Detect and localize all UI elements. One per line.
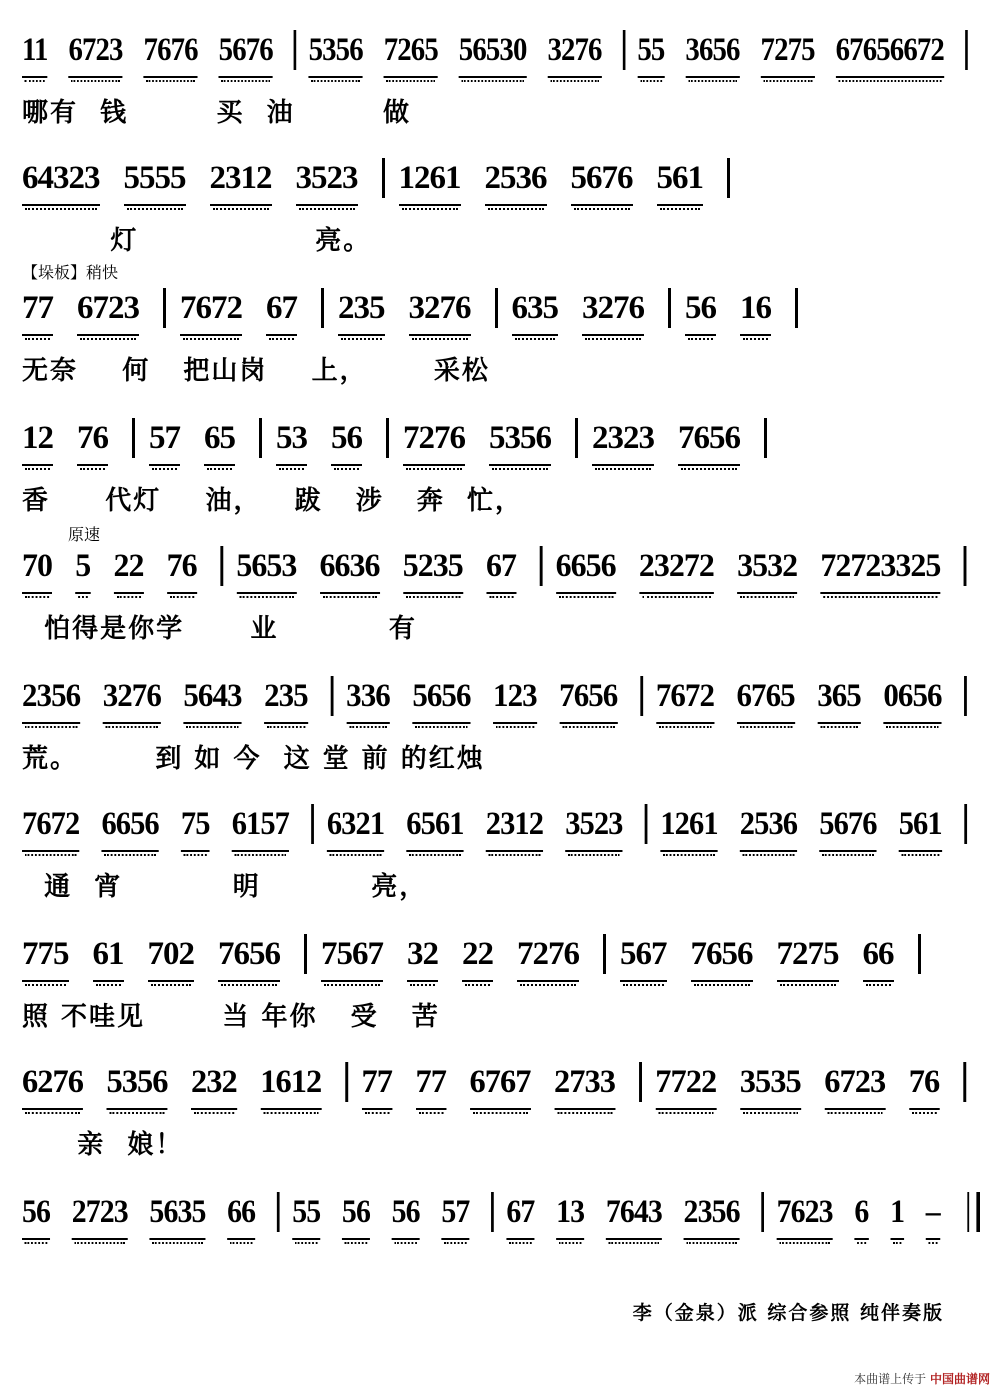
- note-group: 5653: [236, 546, 296, 594]
- note-group: 2312: [486, 804, 543, 852]
- note-group: 22: [462, 934, 493, 982]
- note-group: 56: [331, 418, 362, 466]
- lyrics-row: 通 宵 明 亮，: [22, 872, 428, 902]
- note-group: 77: [361, 1062, 391, 1110]
- note-group: 7265: [384, 30, 438, 78]
- note-group: 561: [657, 158, 704, 206]
- note-group: 6: [854, 1192, 868, 1240]
- note-group: 3523: [296, 158, 358, 206]
- barline: [575, 418, 578, 458]
- watermark-prefix: 本曲谱上传于: [854, 1372, 927, 1386]
- note-group: 3276: [582, 288, 644, 336]
- note-group: 3276: [547, 30, 601, 78]
- note-group: 55: [637, 30, 664, 78]
- watermark-brand: 中国曲谱网: [929, 1372, 990, 1386]
- lyrics-row: 荒。 到 如 今 这 堂 前 的红烛: [22, 744, 485, 774]
- note-group: 66: [227, 1192, 255, 1240]
- note-group: –: [926, 1192, 940, 1240]
- note-group: 6723: [824, 1062, 885, 1110]
- note-group: 56: [342, 1192, 370, 1240]
- note-group: 56530: [459, 30, 527, 78]
- note-group: 3656: [685, 30, 739, 78]
- note-group: 7656: [218, 934, 280, 982]
- note-group: 336: [346, 676, 390, 724]
- note-group: 5356: [489, 418, 551, 466]
- note-group: 67: [506, 1192, 534, 1240]
- barline: [132, 418, 135, 458]
- barline: [495, 288, 498, 328]
- note-group: 7672: [180, 288, 242, 336]
- barline: [163, 288, 166, 328]
- note-group: 2356: [22, 676, 80, 724]
- site-watermark: [854, 1370, 990, 1387]
- note-group: 6157: [232, 804, 289, 852]
- note-group: 32: [407, 934, 438, 982]
- note-group: 75: [181, 804, 210, 852]
- note-group: 6276: [22, 1062, 83, 1110]
- note-group: 65: [204, 418, 235, 466]
- note-group: 6656: [101, 804, 158, 852]
- note-group: 3276: [103, 676, 161, 724]
- note-group: 7275: [761, 30, 815, 78]
- note-group: 57: [149, 418, 180, 466]
- barline: [640, 676, 643, 716]
- note-group: 76: [167, 546, 197, 594]
- lyrics-row: 照 不哇见 当 年你 受 苦: [22, 1002, 440, 1032]
- note-group: 635: [512, 288, 559, 336]
- barline: [964, 804, 967, 844]
- note-group: 6765: [737, 676, 795, 724]
- note-group: 5676: [571, 158, 633, 206]
- barline: [382, 158, 385, 198]
- note-group: 70: [22, 546, 52, 594]
- note-group: 235: [338, 288, 385, 336]
- barline: [491, 1192, 494, 1232]
- notes-row: [22, 1062, 980, 1112]
- note-group: 7722: [655, 1062, 716, 1110]
- note-group: 6656: [556, 546, 616, 594]
- note-group: 7276: [517, 934, 579, 982]
- notes-row: [22, 676, 980, 726]
- note-group: 76: [77, 418, 108, 466]
- note-group: 53: [276, 418, 307, 466]
- barline: [220, 546, 223, 586]
- note-group: 5: [75, 546, 90, 594]
- note-group: 5235: [403, 546, 463, 594]
- barline: [311, 804, 314, 844]
- note-group: 6561: [406, 804, 463, 852]
- note-group: 232: [191, 1062, 237, 1110]
- barline: [764, 418, 767, 458]
- note-group: 7567: [321, 934, 383, 982]
- final-barline: [967, 1192, 980, 1232]
- barline: [918, 934, 921, 974]
- notes-row: [22, 546, 980, 596]
- note-group: 5555: [124, 158, 186, 206]
- barline: [623, 30, 626, 70]
- note-group: 22: [113, 546, 143, 594]
- note-group: 123: [493, 676, 537, 724]
- note-group: 67: [486, 546, 516, 594]
- barline: [603, 934, 606, 974]
- barline: [294, 30, 297, 70]
- note-group: 775: [22, 934, 69, 982]
- note-group: 2733: [554, 1062, 615, 1110]
- barline: [259, 418, 262, 458]
- note-group: 2323: [592, 418, 654, 466]
- lyrics-row: 灯 亮。: [22, 226, 372, 256]
- note-group: 56: [22, 1192, 50, 1240]
- note-group: 7676: [144, 30, 198, 78]
- lyrics-row: 无奈 何 把山岗 上， 采松: [22, 356, 490, 386]
- tempo-marking: 原速: [68, 525, 101, 544]
- barline: [304, 934, 307, 974]
- barline: [321, 288, 324, 328]
- note-group: 5635: [149, 1192, 205, 1240]
- note-group: 6767: [470, 1062, 531, 1110]
- note-group: 235: [264, 676, 308, 724]
- note-group: 7672: [656, 676, 714, 724]
- barline: [668, 288, 671, 328]
- note-group: 6636: [320, 546, 380, 594]
- barline: [277, 1192, 280, 1232]
- note-group: 5676: [219, 30, 273, 78]
- barline: [964, 546, 967, 586]
- note-group: 7623: [777, 1192, 833, 1240]
- note-group: 55: [292, 1192, 320, 1240]
- notes-row: [22, 158, 744, 208]
- note-group: 64323: [22, 158, 100, 206]
- note-group: 6723: [68, 30, 122, 78]
- barline: [345, 1062, 348, 1102]
- note-group: 6723: [77, 288, 139, 336]
- note-group: 7656: [691, 934, 753, 982]
- tempo-marking: 【垛板】稍快: [22, 263, 119, 282]
- note-group: 567: [620, 934, 667, 982]
- barline: [330, 676, 333, 716]
- lyrics-row: 怕得是你学 业 有: [22, 614, 417, 644]
- note-group: 77: [416, 1062, 446, 1110]
- notes-row: [22, 30, 980, 80]
- note-group: 66: [863, 934, 894, 982]
- note-group: 76: [909, 1062, 939, 1110]
- lyrics-row: [22, 1254, 980, 1290]
- note-group: 7643: [606, 1192, 662, 1240]
- note-group: 1612: [260, 1062, 321, 1110]
- note-group: 1: [890, 1192, 904, 1240]
- note-group: 7275: [777, 934, 839, 982]
- note-group: 7656: [559, 676, 617, 724]
- notes-row: [22, 804, 980, 854]
- note-group: 67656672: [836, 30, 944, 78]
- barline: [964, 676, 967, 716]
- barline: [539, 546, 542, 586]
- note-group: 3535: [740, 1062, 801, 1110]
- barline: [639, 1062, 642, 1102]
- note-group: 2356: [684, 1192, 740, 1240]
- note-group: 13: [556, 1192, 584, 1240]
- note-group: 5356: [309, 30, 363, 78]
- note-group: 2312: [210, 158, 272, 206]
- lyrics-row: 香 代灯 油， 跋 涉 奔 忙，: [22, 486, 524, 516]
- note-group: 3532: [737, 546, 797, 594]
- note-group: 365: [817, 676, 861, 724]
- note-group: 1261: [660, 804, 717, 852]
- barline: [761, 1192, 764, 1232]
- note-group: 561: [899, 804, 942, 852]
- note-group: 0656: [883, 676, 941, 724]
- note-group: 61: [93, 934, 124, 982]
- note-group: 1261: [399, 158, 461, 206]
- note-group: 2536: [740, 804, 797, 852]
- notes-row: [22, 934, 935, 984]
- barline: [386, 418, 389, 458]
- barline: [795, 288, 798, 328]
- note-group: 12: [22, 418, 53, 466]
- note-group: 23272: [639, 546, 714, 594]
- note-group: 702: [148, 934, 195, 982]
- note-group: 3523: [565, 804, 622, 852]
- note-group: 2536: [485, 158, 547, 206]
- note-group: 3276: [409, 288, 471, 336]
- note-group: 67: [266, 288, 297, 336]
- notes-row: [22, 1192, 980, 1242]
- note-group: 56: [685, 288, 716, 336]
- barline: [645, 804, 648, 844]
- note-group: 16: [740, 288, 771, 336]
- note-group: 5676: [819, 804, 876, 852]
- lyrics-row: 亲 娘！: [22, 1130, 184, 1160]
- note-group: 57: [441, 1192, 469, 1240]
- note-group: 7672: [22, 804, 79, 852]
- notes-row: [22, 288, 812, 338]
- note-group: 5643: [183, 676, 241, 724]
- note-group: 56: [392, 1192, 420, 1240]
- note-group: 77: [22, 288, 53, 336]
- lyrics-row: 哪有 钱 买 油 做: [22, 98, 412, 128]
- note-group: 11: [22, 30, 47, 78]
- notes-row: [22, 418, 781, 468]
- note-group: 7276: [403, 418, 465, 466]
- barline: [965, 30, 968, 70]
- barline: [963, 1062, 966, 1102]
- barline: [727, 158, 730, 198]
- note-group: 5656: [412, 676, 470, 724]
- note-group: 72723325: [820, 546, 940, 594]
- note-group: 6321: [327, 804, 384, 852]
- note-group: 7656: [678, 418, 740, 466]
- note-group: 5356: [107, 1062, 168, 1110]
- note-group: 2723: [72, 1192, 128, 1240]
- arrangement-credit: 李（金泉）派 综合参照 纯伴奏版: [632, 1302, 944, 1324]
